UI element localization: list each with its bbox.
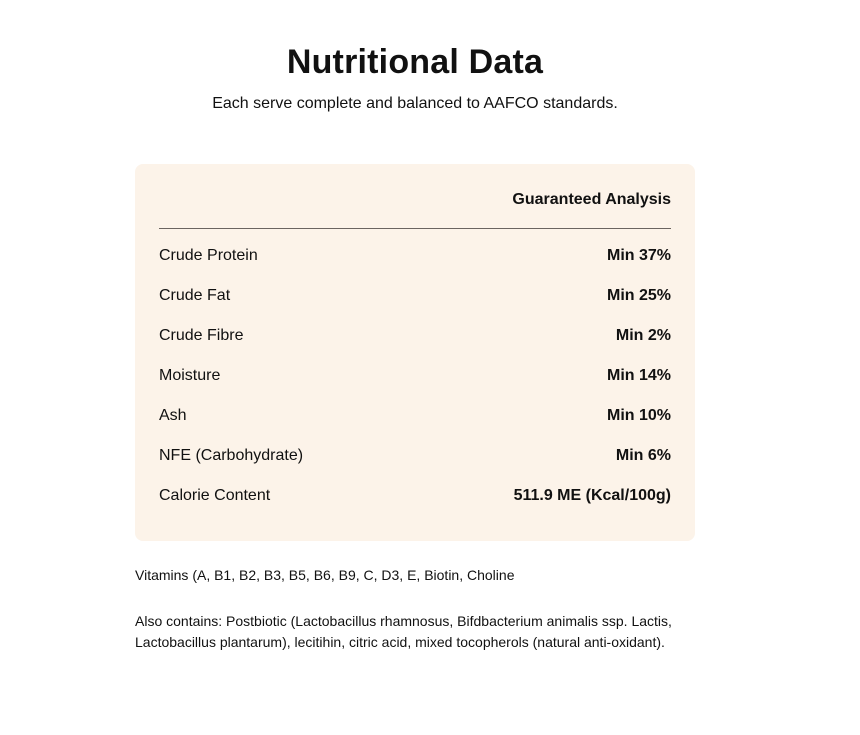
row-label: Crude Fat — [159, 287, 231, 304]
row-label: Crude Protein — [159, 247, 258, 264]
row-value: Min 6% — [615, 447, 671, 464]
page-title: Nutritional Data — [286, 43, 544, 81]
table-header — [159, 188, 671, 229]
table-row-calorie-content — [159, 476, 671, 516]
vitamins-note: Vitamins (A, B1, B2, B3, B5, B6, B9, C, D3, E, Biotin, Choline — [135, 567, 515, 583]
table-row-crude-fibre — [159, 316, 671, 356]
table-row-moisture — [159, 356, 671, 396]
row-value: Min 25% — [606, 287, 671, 304]
row-value: Min 14% — [606, 367, 671, 384]
table-row-crude-fat — [159, 276, 671, 316]
row-label: Moisture — [159, 367, 221, 384]
table-row-ash — [159, 396, 671, 436]
row-value: Min 2% — [615, 327, 671, 344]
row-value: Min 10% — [606, 407, 671, 424]
guaranteed-analysis-table — [135, 164, 695, 541]
row-label: Calorie Content — [159, 487, 271, 504]
table-body — [159, 236, 671, 516]
row-value: 511.9 ME (Kcal/100g) — [513, 487, 671, 504]
table-row-nfe — [159, 436, 671, 476]
row-label: NFE (Carbohydrate) — [159, 447, 304, 464]
row-label: Ash — [159, 407, 187, 424]
row-value: Min 37% — [606, 247, 671, 264]
table-row-crude-protein — [159, 236, 671, 276]
row-label: Crude Fibre — [159, 327, 244, 344]
also-contains-note: Also contains: Postbiotic (Lactobacillus rhamnosus, Bifdbacterium animalis ssp. Lactis, Lactobacillus plantarum), lecitihin, citric acid, mixed tocopherols (natural anti-oxidant). — [135, 613, 672, 650]
table-header-label: Guaranteed Analysis — [512, 191, 671, 208]
page-subtitle: Each serve complete and balanced to AAFCO standards. — [212, 95, 618, 112]
